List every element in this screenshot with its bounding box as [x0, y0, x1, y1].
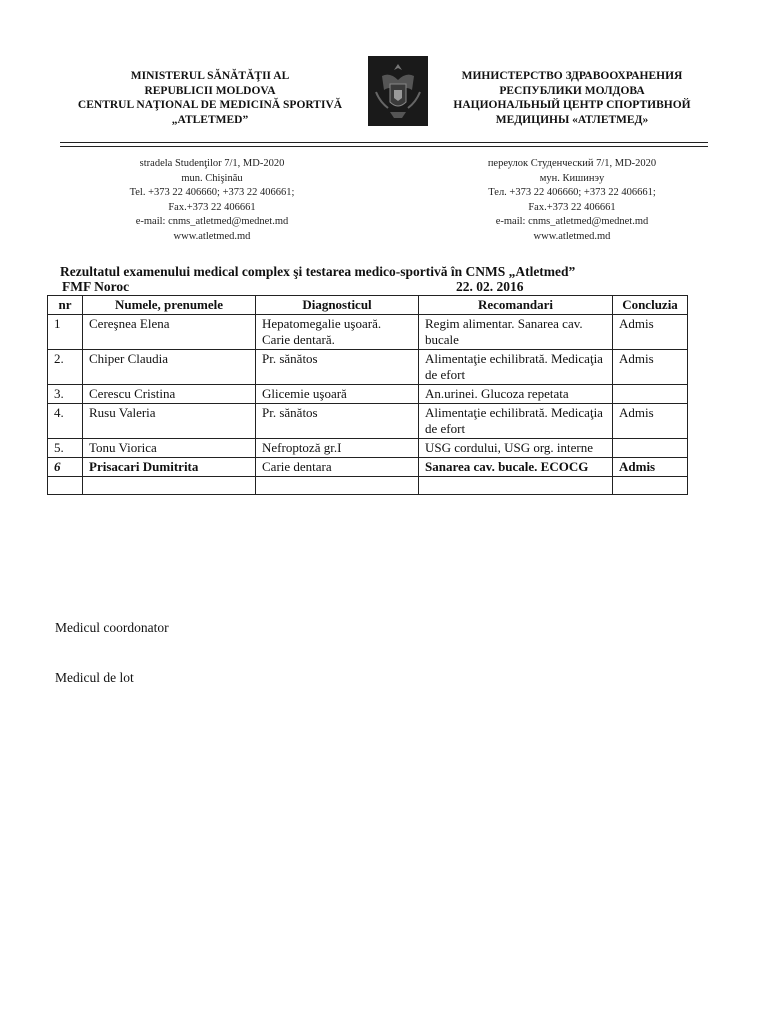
table-header-row: [48, 296, 688, 315]
header-divider-thin: [60, 146, 708, 147]
moldova-coat-of-arms-icon: [368, 56, 428, 126]
address-block-left: [92, 157, 332, 244]
cell-conclusion: Admis: [613, 350, 688, 385]
document-title: Rezultatul examenului medical complex şi testarea medico-sportivă în CNMS „Atletmed”: [60, 264, 576, 279]
cell-name: Tonu Viorica: [83, 439, 256, 458]
cell-recommendations: Regim alimentar. Sanarea cav. bucale: [419, 315, 613, 350]
cell-nr: 4.: [48, 404, 83, 439]
email-line: e-mail: cnms_atletmed@mednet.md: [495, 216, 649, 227]
column-header-diagnosis: Diagnosticul: [256, 296, 419, 315]
table-row: [48, 439, 688, 458]
cell-recommendations: Alimentaţie echilibrată. Medicaţia de efort: [419, 404, 613, 439]
header-right-line: МЕДИЦИНЫ «АТЛЕТМЕД»: [495, 113, 649, 126]
cell-name: Prisacari Dumitrita: [83, 458, 256, 477]
cell-conclusion: [613, 385, 688, 404]
signature-team-doctor-label: Medicul de lot: [55, 670, 134, 685]
header-right-russian: [442, 69, 702, 127]
cell-name: Chiper Claudia: [83, 350, 256, 385]
cell-nr: 3.: [48, 385, 83, 404]
team-name: FMF Noroc: [62, 279, 130, 294]
cell-recommendations: Sanarea cav. bucale. ECOCG: [419, 458, 613, 477]
cell-conclusion: Admis: [613, 404, 688, 439]
header-left-line: REPUBLICII MOLDOVA: [144, 84, 276, 97]
document-date: 22. 02. 2016: [456, 279, 524, 294]
header-left-line: CENTRUL NAŢIONAL DE MEDICINĂ SPORTIVĂ: [77, 99, 343, 111]
header-left-romanian: [60, 69, 360, 127]
cell-diagnosis: Nefroptoză gr.I: [256, 439, 419, 458]
results-table: [47, 295, 688, 495]
header-left-line: „ATLETMED”: [171, 113, 249, 126]
cell-name: Cereşnea Elena: [83, 315, 256, 350]
column-header-nr: nr: [48, 296, 83, 315]
cell-conclusion: Admis: [613, 458, 688, 477]
column-header-name: Numele, prenumele: [83, 296, 256, 315]
address-line: stradela Studenţilor 7/1, MD-2020: [139, 158, 285, 169]
header-divider-thick: [60, 142, 708, 143]
website-line: www.atletmed.md: [173, 230, 251, 242]
address-line: Fax.+373 22 406661: [168, 201, 256, 213]
column-header-conclusion: Concluzia: [613, 296, 688, 315]
header-left-line: MINISTERUL SĂNĂTĂŢII AL: [130, 70, 290, 82]
website-line: www.atletmed.md: [533, 230, 611, 242]
header-right-line: НАЦИОНАЛЬНЫЙ ЦЕНТР СПОРТИВНОЙ: [453, 99, 691, 111]
cell-name: Rusu Valeria: [83, 404, 256, 439]
signature-coordinator-label: Medicul coordonator: [55, 620, 169, 635]
cell-nr: 6: [48, 458, 83, 477]
document-subtitle: [62, 279, 702, 294]
cell-nr: 1: [48, 315, 83, 350]
cell-conclusion: [613, 439, 688, 458]
cell-recommendations: An.urinei. Glucoza repetata: [419, 385, 613, 404]
table-row: [48, 385, 688, 404]
cell-empty: [613, 477, 688, 495]
header-right-line: МИНИСТЕРСТВО ЗДРАВООХРАНЕНИЯ: [461, 70, 683, 82]
address-line: мун. Кишинэу: [539, 172, 605, 184]
address-line: Тел. +373 22 406660; +373 22 406661;: [488, 187, 656, 198]
address-line: Fax.+373 22 406661: [528, 201, 616, 213]
cell-diagnosis: Carie dentara: [256, 458, 419, 477]
cell-diagnosis: Pr. sănătos: [256, 404, 419, 439]
cell-empty: [256, 477, 419, 495]
email-line: e-mail: cnms_atletmed@mednet.md: [135, 216, 289, 227]
header-right-line: РЕСПУБЛИКИ МОЛДОВА: [499, 84, 645, 97]
cell-empty: [48, 477, 83, 495]
cell-conclusion: Admis: [613, 315, 688, 350]
cell-diagnosis: Hepatomegalie uşoară. Carie dentară.: [256, 315, 419, 350]
cell-diagnosis: Pr. sănătos: [256, 350, 419, 385]
table-row: [48, 458, 688, 477]
cell-empty: [83, 477, 256, 495]
table-row: [48, 404, 688, 439]
cell-diagnosis: Glicemie uşoară: [256, 385, 419, 404]
address-line: Tel. +373 22 406660; +373 22 406661;: [129, 187, 295, 198]
cell-recommendations: Alimentaţie echilibrată. Medicaţia de efort: [419, 350, 613, 385]
cell-empty: [419, 477, 613, 495]
cell-name: Cerescu Cristina: [83, 385, 256, 404]
column-header-recommendations: Recomandari: [419, 296, 613, 315]
table-row-empty: [48, 477, 688, 495]
address-line: mun. Chişinău: [181, 172, 243, 184]
address-block-right: [452, 157, 692, 244]
cell-recommendations: USG cordului, USG org. interne: [419, 439, 613, 458]
address-line: переулок Студенческий 7/1, MD-2020: [487, 158, 657, 169]
cell-nr: 5.: [48, 439, 83, 458]
table-row: [48, 350, 688, 385]
table-row: [48, 315, 688, 350]
cell-nr: 2.: [48, 350, 83, 385]
